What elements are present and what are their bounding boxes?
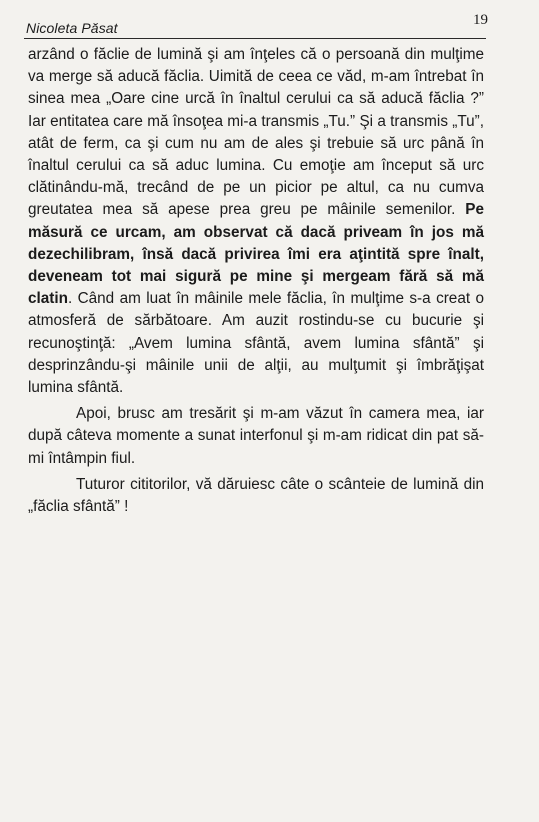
paragraph-2: Apoi, brusc am tresărit şi m-am văzut în camera mea, iar după câteva momente a sunat interfonul şi m-am ridicat din pat să-mi întâmpin fiul. <box>28 405 484 467</box>
paragraph-3: Tuturor cititorilor, vă dăruiesc câte o scânteie de lumină din „făclia sfântă” ! <box>28 475 484 516</box>
header-rule <box>24 38 486 39</box>
body-text <box>28 44 484 518</box>
paragraph-1-text-b: . Când am luat în mâinile mele făclia, în mulţime s-a creat o atmosferă de sărbătoare. Am auzit rostindu-se cu bucurie şi recunoştinţă: „Avem lumina sfântă, avem lumina sfântă” şi desprinzându-şi mâinile unii de alţii, au mulţumit şi îmbrăţişat lumina sfântă. <box>28 290 484 397</box>
running-header <box>26 10 488 40</box>
paragraph-1-text-a: arzând o făclie de lumină şi am înţeles că o persoană din mulţime va merge să aducă făclia. Uimită de ceea ce văd, m-am întrebat în sinea mea „Oare cine urcă în înaltul cerului ca să aducă făclia ?” Iar entitatea care mă însoţea mi-a transmis „Tu.” Şi a transmis „Tu”, atât de ferm, ca şi cum nu am de ales şi trebuie să urc până în înaltul cerului ca să aduc lumina. Cu emoţie am început să urc clătinându-mă, trecând de pe un picior pe altul, ca nu cumva greutatea mea să apese prea greu pe mâinile semenilor. <box>28 46 484 219</box>
header-author: Nicoleta Păsat <box>26 20 118 36</box>
paragraph-1-bold-passage: Pe măsură ce urcam, am observat că dacă priveam în jos mă dezechilibram, însă dacă privirea îmi era aţintită spre înalt, deveneam tot mai sigură pe mine şi mergeam fără să mă clatin <box>28 201 484 308</box>
paragraph-1 <box>28 44 484 399</box>
page-number: 19 <box>473 12 488 28</box>
